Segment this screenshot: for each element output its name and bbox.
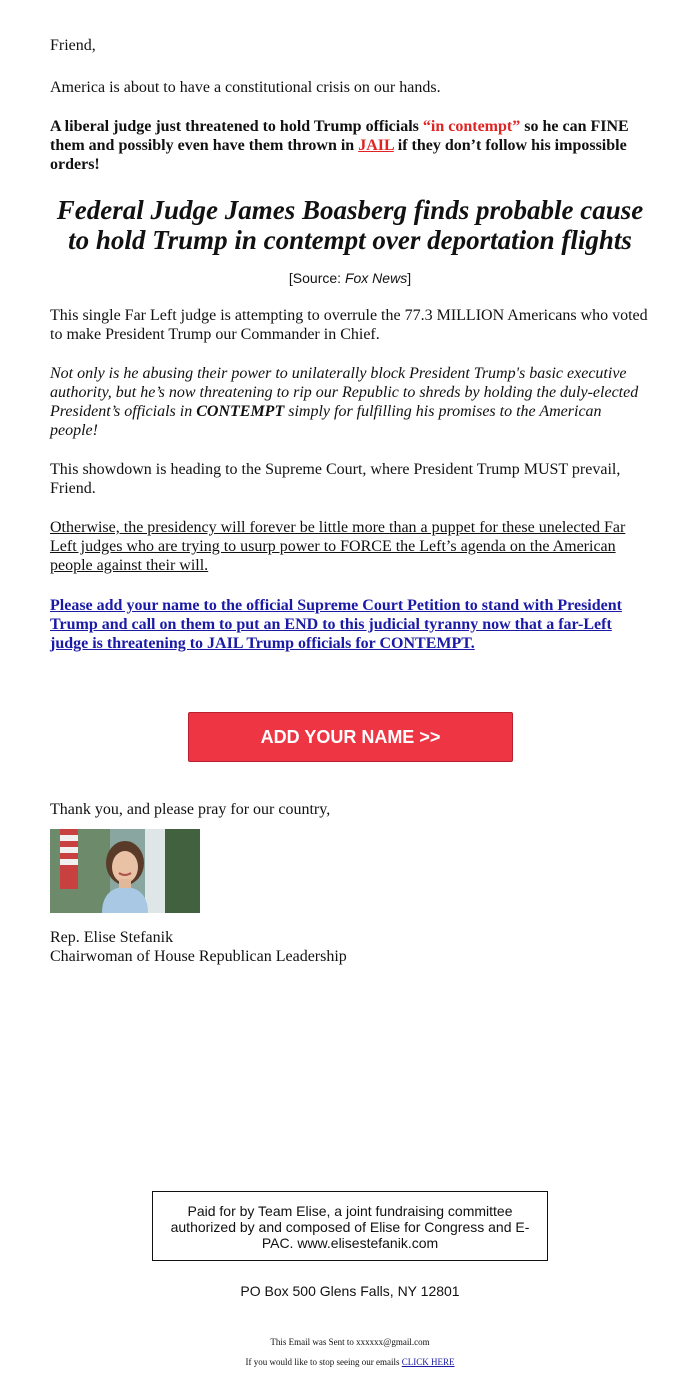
paid-for-disclaimer: Paid for by Team Elise, a joint fundraising committee authorized by and composed of Elise for Congress and E-PAC. www.elisestefanik.com (152, 1191, 548, 1261)
paragraph-mandate: This single Far Left judge is attempting to overrule the 77.3 MILLION Americans who voted to make President Trump our Commander in Chief. (50, 307, 648, 343)
jail-highlight: JAIL (358, 137, 394, 154)
signature-name: Rep. Elise Stefanik (50, 929, 174, 946)
intro-line: America is about to have a constitutional crisis on our hands. (50, 79, 441, 96)
source-suffix: ] (407, 270, 412, 286)
contempt-emphasis: CONTEMPT (196, 403, 285, 420)
sent-to-notice: This Email was Sent to xxxxxx@gmail.com (270, 1337, 430, 1347)
email-body (50, 36, 650, 653)
portrait-image (50, 829, 200, 913)
signature-title: Chairwoman of House Republican Leadership (50, 948, 347, 965)
headline: Federal Judge James Boasberg finds probable cause to hold Trump in contempt over deportation flights (56, 195, 644, 255)
paragraph-supreme-court: This showdown is heading to the Supreme Court, where President Trump MUST prevail, Friend. (50, 461, 621, 497)
contempt-quote: “in contempt” (422, 118, 521, 135)
paragraph-puppet: Otherwise, the presidency will forever be little more than a puppet for these unelected Far Left judges who are trying to usurp power to FORCE the Left’s agenda on the American people against their will. (50, 519, 626, 574)
source-citation (50, 269, 650, 287)
paragraph-abuse-text-1: Not only is he abusing their power to unilaterally block President Trump's basic executive authority, but he’s now threatening to rip our Republic to shreds by holding the duly-elected President’s officials in (50, 365, 639, 420)
petition-link[interactable]: Please add your name to the official Supreme Court Petition to stand with President Trump and call on them to put an END to this judicial tyranny now that a far-Left judge is threatening to JAIL Trump officials for CONTEMPT. (50, 597, 622, 652)
paragraph-abuse (50, 364, 650, 440)
source-name: Fox News (344, 270, 408, 286)
unsubscribe-link[interactable]: CLICK HERE (401, 1357, 455, 1367)
unsubscribe-notice (0, 1356, 700, 1368)
signoff: Thank you, and please pray for our country, (50, 801, 331, 818)
signature-photo (50, 829, 200, 913)
greeting: Friend, (50, 37, 96, 54)
mailing-address: PO Box 500 Glens Falls, NY 12801 (240, 1283, 460, 1299)
alert-text-1: A liberal judge just threatened to hold Trump officials (50, 118, 423, 135)
alert-text-2: so he can FINE them and possibly even have them thrown in (50, 118, 629, 154)
unsubscribe-text: If you would like to stop seeing our emails (245, 1357, 402, 1367)
alert-paragraph (50, 117, 650, 174)
add-your-name-button[interactable]: ADD YOUR NAME >> (188, 712, 513, 762)
paragraph-abuse-text-2: simply for fulfilling his promises to the American people! (50, 403, 602, 439)
petition-cta (50, 596, 650, 653)
source-prefix: [Source: (288, 270, 345, 286)
alert-text-3: if they don’t follow his impossible orders! (50, 137, 627, 173)
cta-button-container (188, 712, 513, 762)
